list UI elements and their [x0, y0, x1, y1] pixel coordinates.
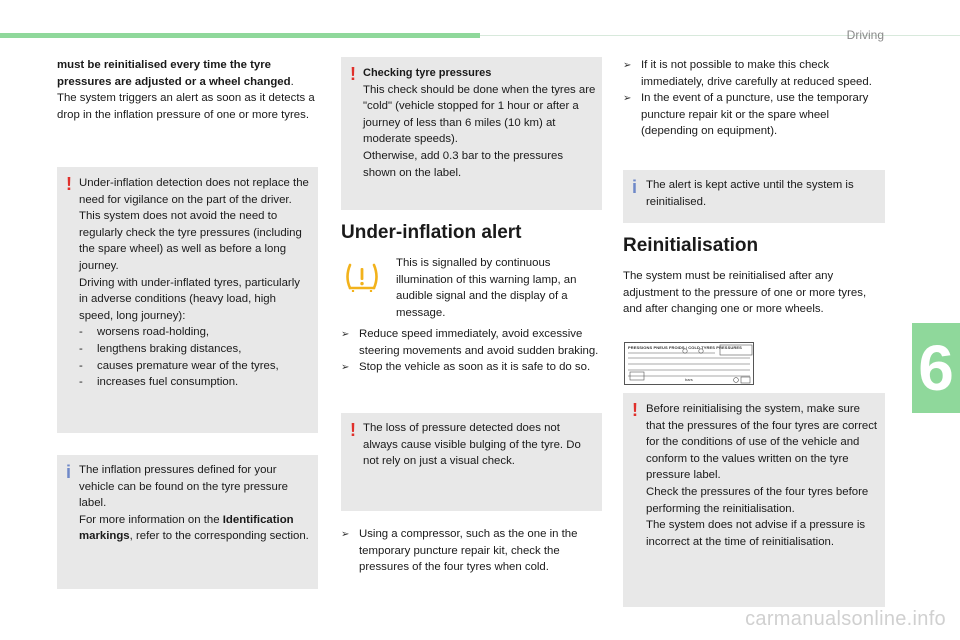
reinitialisation-paragraph: The system must be reinitialised after any adjustment to the pressure of one or more tyres, and after changing one or more wheels. — [623, 270, 867, 316]
lamp-description: This is signalled by continuous illumination of this warning lamp, an audible signal and the display of a message. — [396, 257, 577, 319]
info-box-inflation-pressures — [57, 455, 318, 589]
reduced-speed-list — [623, 57, 885, 140]
warning2-title: Checking tyre pressures — [363, 67, 492, 79]
compressor-instruction — [341, 526, 603, 576]
list-item: ➢ Reduce speed immediately, avoid excessive steering movements and avoid sudden braking. — [341, 328, 599, 357]
chapter-tab — [912, 323, 960, 413]
warning4-p2: Check the pressures of the four tyres before performing the reinitialisation. — [646, 485, 869, 515]
warning2-p2: Otherwise, add 0.3 bar to the pressures shown on the label. — [363, 149, 564, 179]
heading-reinitialisation: Reinitialisation — [623, 235, 759, 256]
info1-p2: For more information on the Identification markings, refer to the corresponding section. — [79, 513, 309, 543]
label-title: PRESSIONS PNEUS FROIDS / COLD TYRES PRESSURES — [628, 345, 742, 350]
info1-p1: The inflation pressures defined for your vehicle can be found on the tyre pressure label. — [79, 464, 288, 510]
warning-box-under-inflation — [57, 167, 318, 433]
list-item: ➢ Stop the vehicle as soon as it is safe to do so. — [341, 361, 591, 374]
header-rule — [480, 35, 960, 36]
list-item: - increases fuel consumption. — [79, 376, 239, 389]
intro-bold: must be reinitialised every time the tyre pressures are adjusted or a wheel changed — [57, 59, 291, 88]
alert-actions-list — [341, 326, 603, 377]
tyre-pressure-warning-icon — [344, 261, 380, 293]
info-box-alert-active — [623, 170, 885, 223]
watermark: carmanualsonline.info — [745, 608, 946, 630]
tyre-pressure-label-image — [624, 342, 754, 385]
warning-icon: ! — [350, 64, 356, 84]
warning-icon: ! — [66, 174, 72, 194]
identification-markings-link[interactable]: Identification markings — [79, 513, 294, 543]
label-unit: bars — [685, 377, 693, 382]
header-accent-bar — [0, 33, 480, 38]
warning1-p3: Driving with under-inflated tyres, particularly in adverse conditions (heavy load, high speed, long journey): — [79, 276, 300, 322]
intro-paragraph: must be reinitialised every time the tyre pressures are adjusted or a wheel changed. The system triggers an alert as soon as it detects a drop in the inflation pressure of one or more tyres. — [57, 59, 315, 121]
warning2-p1: This check should be done when the tyres are "cold" (vehicle stopped for 1 hour or after a journey of less than 6 miles (10 km) at moderate speeds). — [363, 83, 596, 146]
warning1-p2: This system does not avoid the need to regularly check the tyre pressures (including the spare wheel) as well as before a long journey. — [79, 210, 302, 272]
list-item: - worsens road-holding, — [79, 326, 210, 339]
list-item: ➢ If it is not possible to make this check immediately, drive carefully at reduced speed. — [623, 59, 872, 88]
list-item: - causes premature wear of the tyres, — [79, 359, 279, 372]
info-icon: i — [66, 462, 72, 482]
list-item: ➢ In the event of a puncture, use the temporary puncture repair kit or the spare wheel (depending on equipment). — [623, 92, 869, 138]
intro-rest: The system triggers an alert as soon as it detects a drop in the inflation pressure of one or more tyres. — [57, 92, 315, 121]
warning-box-checking-pressures — [341, 57, 602, 210]
warning-box-pressure-loss — [341, 413, 602, 511]
section-title: Driving — [846, 28, 884, 42]
list-item: - lengthens braking distances, — [79, 342, 242, 355]
warning-icon: ! — [350, 420, 356, 440]
info-icon: i — [632, 177, 638, 197]
warning1-p1: Under-inflation detection does not replace the need for vigilance on the part of the driver. — [79, 177, 309, 206]
warning4-p1: Before reinitialising the system, make sure that the pressures of the four tyres are correct for the conditions of use of the vehicle and conform to the values written on the tyre pressure label. — [646, 403, 878, 482]
chapter-number: 6 — [918, 332, 954, 404]
warning4-p3: The system does not advise if a pressure is incorrect at the time of reinitialisation. — [646, 519, 866, 548]
warning3-text: The loss of pressure detected does not always cause visible bulging of the tyre. Do not rely on just a visual check. — [363, 422, 581, 468]
warning-icon: ! — [632, 400, 638, 420]
info2-text: The alert is kept active until the system is reinitialised. — [646, 179, 854, 208]
heading-under-inflation-alert: Under-inflation alert — [341, 222, 522, 243]
warning-box-before-reinitialising — [623, 393, 885, 607]
list-item: ➢ Using a compressor, such as the one in the temporary puncture repair kit, check the pressures of the four tyres when cold. — [341, 528, 578, 574]
